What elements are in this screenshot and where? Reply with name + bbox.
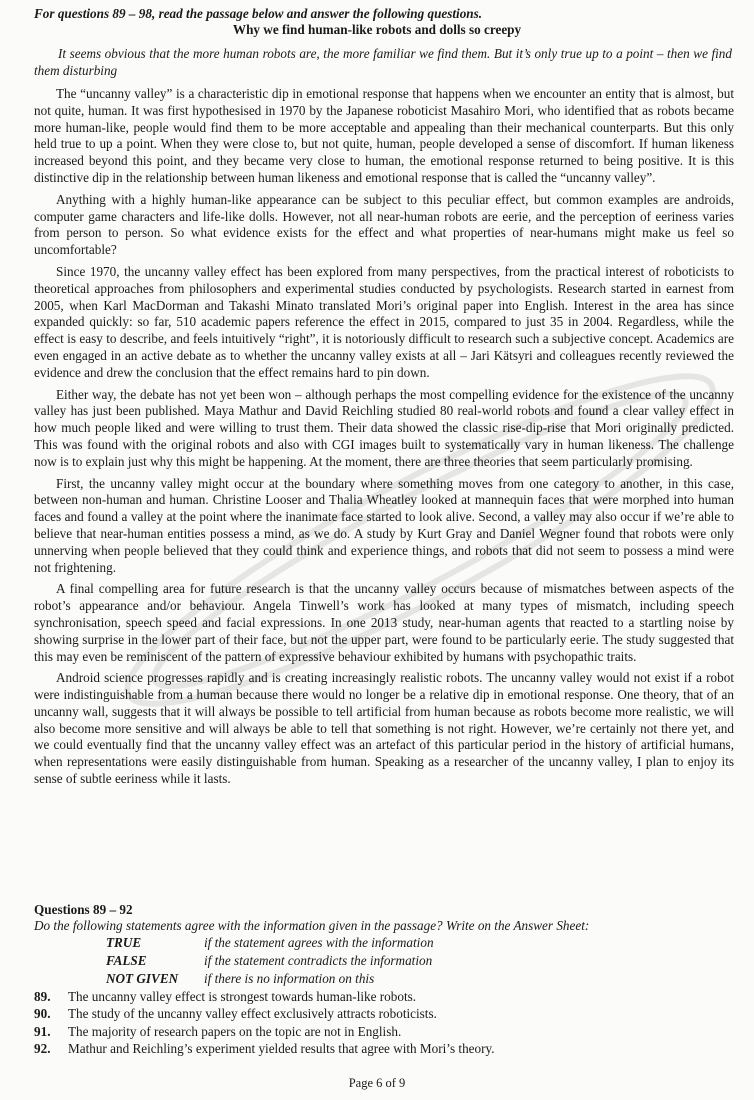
legend-desc: if there is no information on this (204, 971, 375, 986)
passage-paragraph: The “uncanny valley” is a characteristic dip in emotional response that happens when we encounter an entity that is almost, but not quite, human. It was first hypothesised in 1970 by the Japanese roboticist Masahiro Mori, who identified that as robots became more human-like, people would find them to be more acceptable and appealing than their mechanical counterparts. But this only held true to up a point. When they were close to, but not quite, human, people developed a sense of discomfort. If human likeness increased beyond this point, and they became very close to human, the emotional response returned to being positive. It is this distinctive dip in the relationship between human likeness and emotional response that is called the “uncanny valley”. (34, 86, 734, 185)
legend-key: TRUE (106, 935, 142, 950)
passage-paragraph: First, the uncanny valley might occur at the boundary where something moves from one category to another, in this case, between non-human and human. Christine Looser and Thalia Wheatley looked at mannequin faces that were morphed into human faces and found a valley at the point where the inanimate face started to look alive. Second, a valley may also occur if we’re able to believe that near-human entities possess a mind, as we do. A study by Kurt Gray and Daniel Wegner found that robots were only unnerving when people believed that they could think and experience things, and robots that did not seem to possess a mind were not frightening. (34, 475, 734, 575)
questions-heading: Questions 89 – 92 (34, 902, 133, 917)
question-number: 89. (34, 988, 51, 1004)
question-number: 91. (34, 1023, 51, 1039)
passage-body (34, 86, 734, 793)
legend-row (106, 934, 606, 952)
page-number: Page 6 of 9 (348, 1076, 406, 1090)
question-item (34, 1023, 734, 1041)
answer-legend (106, 934, 606, 988)
question-list (34, 988, 734, 1058)
passage-subtitle: It seems obvious that the more human robots are, the more familiar we find them. But it’s only true up to a point – then we find them disturbing (34, 46, 732, 78)
section-instructions: For questions 89 – 98, read the passage below and answer the following questions. (34, 6, 483, 21)
legend-key: FALSE (106, 953, 147, 968)
question-item (34, 1041, 734, 1059)
passage-paragraph: A final compelling area for future research is that the uncanny valley occurs because of mismatches between aspects of the robot’s appearance and/or behaviour. Angela Tinwell’s work has looked at many types of mismatch, including speech synchronisation, speech speed and facial expressions. In one 2013 study, near-human agents that reacted to a startling noise by showing surprise in the lower part of their face, but not the upper part, were found to be particularly eerie. The study suggested that this may even be reminiscent of the pattern of expressive behaviour exhibited by humans with psychopathic traits. (34, 581, 734, 664)
passage-paragraph: Anything with a highly human-like appearance can be subject to this peculiar effect, but common examples are androids, computer game characters and life-like dolls. However, not all near-human robots are eerie, and the perception of eeriness varies from person to person. So what evidence exists for the effect and what properties of near-humans might make us feel so uncomfortable? (34, 191, 734, 258)
legend-row (106, 952, 606, 970)
question-text: The study of the uncanny valley effect exclusively attracts roboticists. (68, 1006, 437, 1022)
question-number: 90. (34, 1006, 51, 1022)
question-item (34, 988, 734, 1006)
passage-paragraph: Since 1970, the uncanny valley effect has been explored from many perspectives, from the practical interest of roboticists to theoretical approaches from philosophers and experimental studies conducted by psychologists. Research started in earnest from 2005, when Karl MacDorman and Takashi Minato translated Mori’s original paper into English. Interest in the area has since expanded quickly: so far, 510 academic papers reference the effect in 2015, compared to just 35 in 2004. Regardless, while the effect is easy to describe, and feels intuitively “right”, it is notoriously difficult to research such a subjective concept. Academics are even engaged in an active debate as to whether the uncanny valley exists at all – Jari Kätsyri and colleagues recently reviewed the evidence and drew the conclusion that the effect remains hard to pin down. (34, 263, 734, 380)
question-item (34, 1006, 734, 1024)
question-text: The uncanny valley effect is strongest towards human-like robots. (68, 988, 417, 1004)
passage-paragraph: Either way, the debate has not yet been won – although perhaps the most compelling evidence for the existence of the uncanny valley has just been published. Maya Mathur and David Reichling studied 80 real-world robots and found a clear valley effect in how much people liked and were willing to trust them. Their data showed the classic rise-dip-rise that Mori originally predicted. This was found with the original robots and also with CGI images built to systematically vary in human likeness. The challenge now is to explain just why this might be happening. At the moment, there are three theories that seem particularly promising. (34, 386, 734, 469)
question-text: Mathur and Reichling’s experiment yielded results that agree with Mori’s theory. (68, 1041, 495, 1057)
question-text: The majority of research papers on the topic are not in English. (68, 1023, 402, 1039)
legend-desc: if the statement contradicts the information (204, 953, 433, 968)
passage-paragraph: Android science progresses rapidly and is creating increasingly realistic robots. The uncanny valley would not exist if a robot were indistinguishable from a human because there would no longer be a relative dip in emotional response. One theory, that of an uncanny wall, suggests that it will always be possible to tell artificial from human because as robots become more realistic, we will also become more sensitive and will always be able to tell that something is not right. However, we’re certainly not there yet, and we could eventually find that the uncanny valley effect was an artefact of this particular period in the history of artificial humans, when representations were easily distinguishable from human. Speaking as a researcher of the uncanny valley, I plan to enjoy its sense of subtle eeriness while it lasts. (34, 670, 734, 787)
questions-directive: Do the following statements agree with the information given in the passage? Write on the Answer Sheet: (34, 918, 590, 933)
legend-desc: if the statement agrees with the information (204, 935, 434, 950)
question-number: 92. (34, 1041, 51, 1057)
legend-key: NOT GIVEN (106, 971, 179, 986)
passage-title: Why we find human-like robots and dolls so creepy (232, 22, 522, 37)
legend-row (106, 970, 606, 988)
